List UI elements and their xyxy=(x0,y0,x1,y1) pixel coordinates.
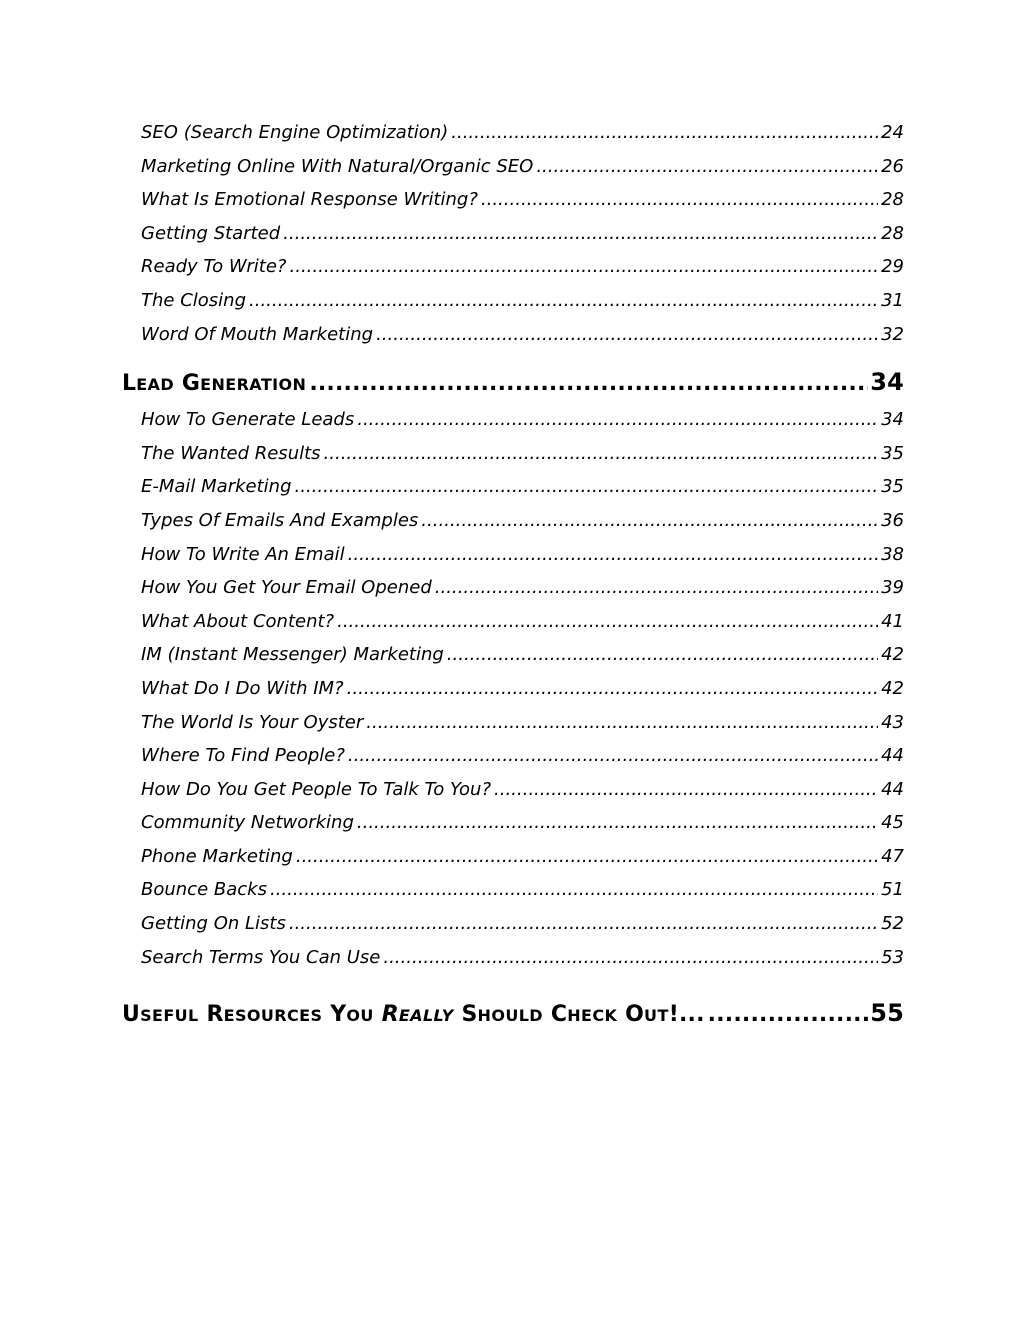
section-title-space xyxy=(174,371,182,396)
toc-section-lead-generation[interactable] xyxy=(122,364,904,400)
toc-entry-page: 47 xyxy=(881,845,904,867)
dot-leader xyxy=(383,941,878,975)
dot-leader xyxy=(421,504,878,538)
toc-entry-page: 28 xyxy=(881,222,904,244)
toc-entry-page: 44 xyxy=(881,745,904,767)
toc-entry-page: 43 xyxy=(881,711,904,733)
section-title-initial: Y xyxy=(330,1002,347,1028)
toc-entry-title: Community Networking xyxy=(141,812,354,834)
toc-section-useful-resources[interactable] xyxy=(122,995,904,1031)
dot-leader xyxy=(348,739,878,773)
toc-entry[interactable] xyxy=(122,840,904,874)
toc-group-lead-generation xyxy=(122,403,904,974)
toc-entry-title: What About Content? xyxy=(141,610,335,632)
toc-entry-title: The Wanted Results xyxy=(141,442,321,464)
toc-entry[interactable] xyxy=(122,217,904,251)
section-title-suffix: !... xyxy=(668,1002,705,1028)
dot-leader xyxy=(435,571,878,605)
toc-entry[interactable] xyxy=(122,150,904,184)
dot-leader xyxy=(249,284,878,318)
toc-entry[interactable] xyxy=(122,504,904,538)
toc-entry[interactable] xyxy=(122,672,904,706)
section-page: 55 xyxy=(870,999,904,1028)
dot-leader xyxy=(451,116,878,150)
toc-entry-title: E-Mail Marketing xyxy=(141,476,292,498)
section-title-space xyxy=(199,1002,207,1027)
toc-entry[interactable] xyxy=(122,183,904,217)
section-page: 34 xyxy=(870,368,904,397)
toc-entry-title: Bounce Backs xyxy=(141,879,267,901)
section-title-rest: UT xyxy=(644,1006,669,1026)
section-title-rest: HECK xyxy=(567,1006,618,1026)
toc-entry-title: What Do I Do With IM? xyxy=(141,677,344,699)
toc-entry[interactable] xyxy=(122,318,904,352)
dot-leader xyxy=(289,907,878,941)
dot-leader xyxy=(357,806,878,840)
section-title-initial: C xyxy=(550,1002,568,1028)
toc-entry[interactable] xyxy=(122,706,904,740)
toc-entry[interactable] xyxy=(122,116,904,150)
toc-entry-title: What Is Emotional Response Writing? xyxy=(141,189,478,211)
dot-leader xyxy=(708,997,869,1031)
toc-entry[interactable] xyxy=(122,605,904,639)
dot-leader xyxy=(357,403,878,437)
toc-entry-title: IM (Instant Messenger) Marketing xyxy=(141,644,444,666)
toc-entry[interactable] xyxy=(122,284,904,318)
toc-entry[interactable] xyxy=(122,806,904,840)
toc-entry-title: Search Terms You Can Use xyxy=(141,946,381,968)
section-title-rest: OU xyxy=(346,1006,374,1026)
toc-entry[interactable] xyxy=(122,470,904,504)
dot-leader xyxy=(366,706,878,740)
section-title-initial: R xyxy=(381,1002,399,1028)
toc-entry-page: 35 xyxy=(881,476,904,498)
toc-entry-page: 53 xyxy=(881,946,904,968)
toc-entry[interactable] xyxy=(122,773,904,807)
dot-leader xyxy=(348,538,878,572)
toc-entry-page: 45 xyxy=(881,812,904,834)
toc-entry-page: 35 xyxy=(881,442,904,464)
toc-entry-page: 29 xyxy=(881,256,904,278)
section-title-rest: ENERATION xyxy=(200,375,307,395)
toc-entry-title: The World Is Your Oyster xyxy=(141,711,364,733)
toc-entry-page: 24 xyxy=(881,122,904,143)
section-title-rest: ESOURCES xyxy=(223,1006,323,1026)
toc-entry[interactable] xyxy=(122,437,904,471)
toc-entry-page: 39 xyxy=(881,577,904,599)
toc-entry-page: 28 xyxy=(881,189,904,211)
toc-entry-page: 42 xyxy=(881,677,904,699)
toc-entry-title: Phone Marketing xyxy=(141,845,293,867)
toc-entry[interactable] xyxy=(122,739,904,773)
dot-leader xyxy=(283,217,878,251)
dot-leader xyxy=(376,318,878,352)
dot-leader xyxy=(536,150,878,184)
section-title-initial: L xyxy=(122,371,137,397)
toc-entry[interactable] xyxy=(122,403,904,437)
dot-leader xyxy=(296,840,878,874)
section-title-initial: U xyxy=(122,1002,141,1028)
section-title-initial: S xyxy=(461,1002,478,1028)
toc-entry-title: Word Of Mouth Marketing xyxy=(141,323,374,345)
toc-group-seo xyxy=(122,116,904,351)
section-title-space xyxy=(543,1002,551,1027)
toc-entry[interactable] xyxy=(122,571,904,605)
toc-entry-page: 26 xyxy=(881,155,904,177)
dot-leader xyxy=(309,366,868,400)
dot-leader xyxy=(337,605,878,639)
section-title-rest: HOULD xyxy=(477,1006,543,1026)
section-title-emphasis xyxy=(382,1002,454,1027)
toc-entry-title: Getting Started xyxy=(141,222,281,244)
toc-entry-title: SEO (Search Engine Optimization) xyxy=(141,122,449,143)
toc-entry[interactable] xyxy=(122,907,904,941)
section-title-initial: R xyxy=(206,1002,224,1028)
dot-leader xyxy=(347,672,878,706)
toc-entry-page: 31 xyxy=(881,289,904,311)
toc-entry-page: 34 xyxy=(881,409,904,431)
section-title-space xyxy=(374,1002,382,1027)
section-title xyxy=(122,366,306,400)
toc-entry[interactable] xyxy=(122,250,904,284)
toc-entry[interactable] xyxy=(122,638,904,672)
section-title-initial: G xyxy=(181,371,201,397)
toc-entry-page: 41 xyxy=(881,610,904,632)
section-title-space xyxy=(617,1002,625,1027)
dot-leader xyxy=(481,183,878,217)
toc-entry-page: 38 xyxy=(881,543,904,565)
toc-entry-title: Ready To Write? xyxy=(141,256,287,278)
dot-leader xyxy=(324,437,879,471)
toc-entry-page: 32 xyxy=(881,323,904,345)
toc-entry-page: 51 xyxy=(881,879,904,901)
dot-leader xyxy=(270,873,878,907)
toc-entry-page: 52 xyxy=(881,913,904,935)
toc-entry[interactable] xyxy=(122,538,904,572)
toc-entry-title: How Do You Get People To Talk To You? xyxy=(141,778,491,800)
toc-entry-title: Marketing Online With Natural/Organic SEO xyxy=(141,155,534,177)
toc-entry-title: Getting On Lists xyxy=(141,913,286,935)
toc-entry[interactable] xyxy=(122,941,904,975)
section-title-rest: EALLY xyxy=(398,1006,454,1026)
toc-entry-page: 36 xyxy=(881,509,904,531)
dot-leader xyxy=(494,773,878,807)
toc-entry-title: How To Write An Email xyxy=(141,543,345,565)
section-title-rest: EAD xyxy=(136,375,175,395)
toc-entry-title: The Closing xyxy=(141,289,246,311)
toc-entry-title: Types Of Emails And Examples xyxy=(141,509,419,531)
section-title-rest: SEFUL xyxy=(140,1006,199,1026)
section-title-initial: O xyxy=(625,1002,645,1028)
dot-leader xyxy=(290,250,879,284)
section-title xyxy=(122,997,705,1031)
table-of-contents xyxy=(122,116,904,1031)
dot-leader xyxy=(447,638,878,672)
toc-entry-page: 44 xyxy=(881,778,904,800)
dot-leader xyxy=(295,470,879,504)
toc-entry-title: Where To Find People? xyxy=(141,745,345,767)
toc-entry[interactable] xyxy=(122,873,904,907)
toc-entry-page: 42 xyxy=(881,644,904,666)
toc-entry-title: How You Get Your Email Opened xyxy=(141,577,432,599)
toc-entry-title: How To Generate Leads xyxy=(141,409,355,431)
